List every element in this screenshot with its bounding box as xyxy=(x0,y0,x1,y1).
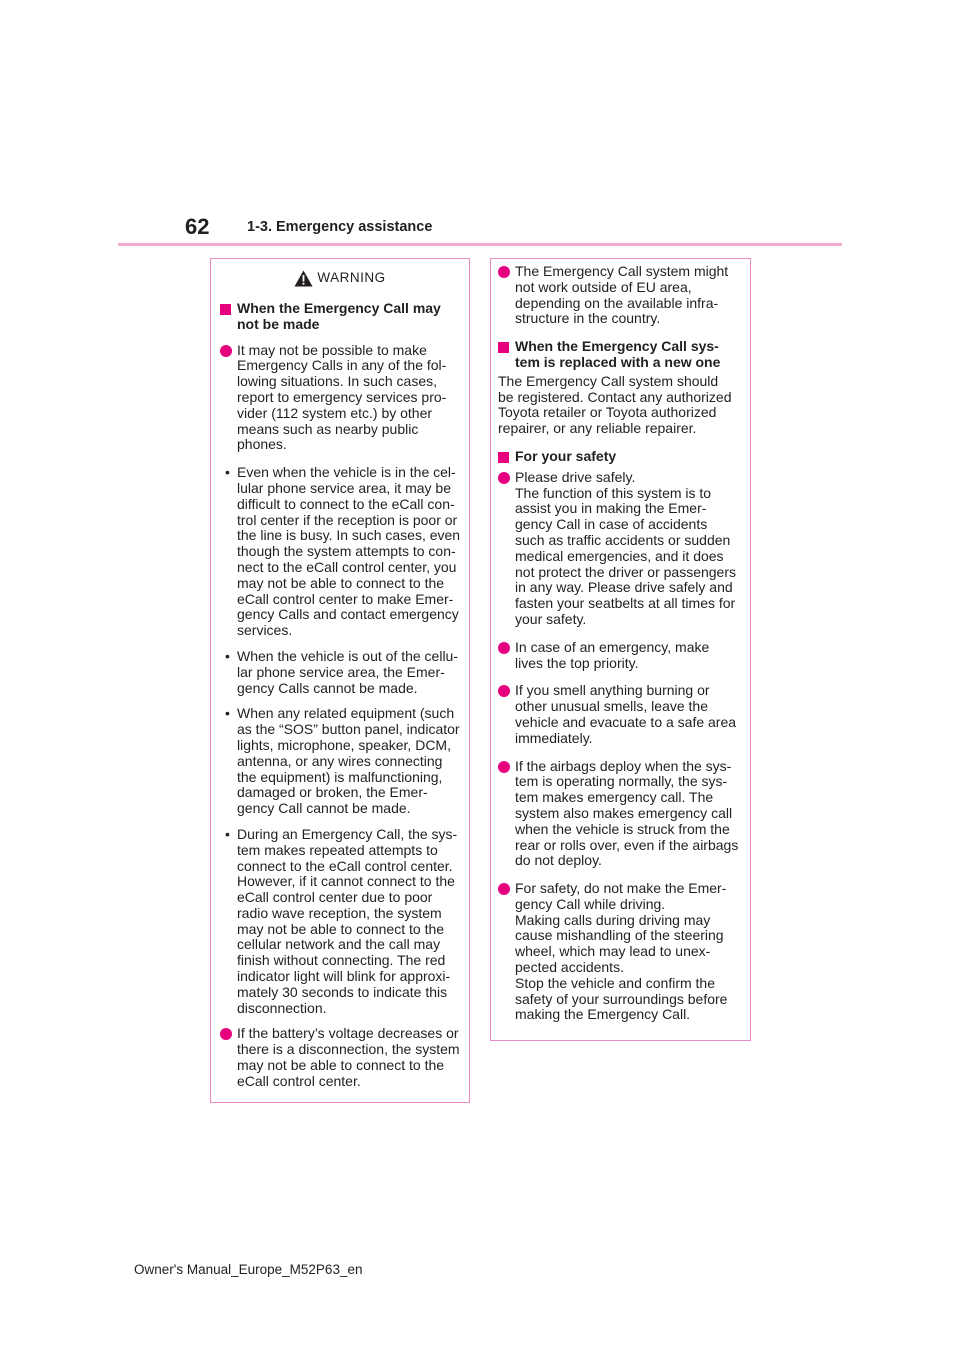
text-line: when the vehicle is struck from the xyxy=(515,820,730,837)
text-line: During an Emergency Call, the sys- xyxy=(237,825,458,842)
text-line: tem makes repeated attempts to xyxy=(237,841,438,858)
text-line: The function of this system is to xyxy=(515,484,712,501)
text-line: as the “SOS” button panel, indicator xyxy=(237,721,460,738)
round-bullet-icon xyxy=(498,883,510,895)
text-line: eCall control center to make Emer- xyxy=(237,590,454,607)
text-line: such as traffic accidents or sudden xyxy=(515,531,731,548)
bullet-item-reception xyxy=(220,465,460,639)
text-line: connect to the eCall control center. xyxy=(237,857,453,874)
text-line: vider (112 system etc.) by other xyxy=(237,404,433,421)
dot-item-battery xyxy=(220,1026,460,1089)
text-line: tem makes emergency call. The xyxy=(515,789,714,806)
text-line: vehicle and evacuate to a safe area xyxy=(515,713,737,730)
dot-item-eu-area xyxy=(498,264,741,327)
paragraph-registration xyxy=(498,374,741,437)
dot-item-drive-safely xyxy=(498,470,741,628)
heading-line: When the Emergency Call may xyxy=(237,300,441,316)
text-line: in any way. Please drive safely and xyxy=(515,579,733,596)
text-line: eCall control center. xyxy=(237,1072,361,1089)
text-line: immediately. xyxy=(515,729,593,746)
text-line: Toyota retailer or Toyota authorized xyxy=(498,404,717,421)
text-line: However, if it cannot connect to the xyxy=(237,873,455,890)
text-line: Making calls during driving may xyxy=(515,911,711,928)
text-line: pected accidents. xyxy=(515,959,624,976)
text-line: repairer, or any reliable repairer. xyxy=(498,420,697,437)
warning-box-continued xyxy=(490,258,751,1041)
heading-safety xyxy=(498,449,741,465)
text-line: finish without connecting. The red xyxy=(237,952,446,969)
round-bullet-icon xyxy=(498,642,510,654)
text-line: gency Call in case of accidents xyxy=(515,516,708,533)
text-line: When any related equipment (such xyxy=(237,705,455,722)
bullet-mark: • xyxy=(225,705,230,722)
text-line: It may not be possible to make xyxy=(237,341,427,358)
bullet-item-repeated-attempts xyxy=(220,827,460,1017)
round-bullet-icon xyxy=(498,266,510,278)
text-line: Please drive safely. xyxy=(515,468,636,485)
text-line: trol center if the reception is poor or xyxy=(237,511,458,528)
text-line: wheel, which may lead to unex- xyxy=(515,943,711,960)
text-line: antenna, or any wires connecting xyxy=(237,752,443,769)
bullet-mark: • xyxy=(225,647,230,664)
round-bullet-icon xyxy=(220,1028,232,1040)
text-line: report to emergency services pro- xyxy=(237,388,447,405)
text-line: If the airbags deploy when the sys- xyxy=(515,757,732,774)
dot-item-airbags xyxy=(498,759,741,870)
text-line: Stop the vehicle and confirm the xyxy=(515,974,716,991)
bullet-item-equipment xyxy=(220,706,460,817)
heading-line: tem is replaced with a new one xyxy=(515,353,721,370)
text-line: may not be able to connect to the xyxy=(237,920,445,937)
warning-box xyxy=(210,258,470,1103)
text-line: If the battery’s voltage decreases or xyxy=(237,1025,459,1042)
page-number: 62 xyxy=(185,214,210,239)
bullet-mark: • xyxy=(225,464,230,481)
text-line: lights, microphone, speaker, DCM, xyxy=(237,736,451,753)
text-line: the equipment) is malfunctioning, xyxy=(237,768,443,785)
heading-system-replaced xyxy=(498,339,741,371)
text-line: system also makes emergency call xyxy=(515,804,733,821)
heading-line: For your safety xyxy=(515,447,617,464)
round-bullet-icon xyxy=(498,761,510,773)
text-line: gency Call while driving. xyxy=(515,895,666,912)
warning-title xyxy=(220,268,460,288)
text-line: mately 30 seconds to indicate this xyxy=(237,983,448,1000)
text-line: indicator light will blink for approxi- xyxy=(237,968,451,985)
text-line: lives the top priority. xyxy=(515,654,639,671)
footer-manual-id: Owner's Manual_Europe_M52P63_en xyxy=(134,1262,363,1277)
text-line: other unusual smells, leave the xyxy=(515,698,708,715)
text-line: fasten your seatbelts at all times for xyxy=(515,595,736,612)
text-line: difficult to connect to the eCall con- xyxy=(237,495,455,512)
text-line: rear or rolls over, even if the airbags xyxy=(515,836,739,853)
text-line: tem is operating normally, the sys- xyxy=(515,773,728,790)
text-line: medical emergencies, and it does xyxy=(515,547,724,564)
text-line: not protect the driver or passengers xyxy=(515,563,737,580)
round-bullet-icon xyxy=(498,685,510,697)
square-bullet-icon xyxy=(498,342,509,353)
text-line: Emergency Calls in any of the fol- xyxy=(237,357,447,374)
square-bullet-icon xyxy=(220,304,231,315)
text-line: When the vehicle is out of the cellu- xyxy=(237,647,459,664)
text-line: though the system attempts to con- xyxy=(237,543,456,560)
text-line: eCall control center due to poor xyxy=(237,889,433,906)
heading-call-not-made xyxy=(220,301,460,333)
text-line: In case of an emergency, make xyxy=(515,638,710,655)
text-line: assist you in making the Emer- xyxy=(515,500,707,517)
text-line: phones. xyxy=(237,436,287,453)
text-line: there is a disconnection, the system xyxy=(237,1041,460,1058)
warning-label: WARNING xyxy=(317,270,386,285)
text-line: lular phone service area, it may be xyxy=(237,479,451,496)
text-line: If you smell anything burning or xyxy=(515,682,710,699)
text-line: cellular network and the call may xyxy=(237,936,441,953)
text-line: do not deploy. xyxy=(515,852,602,869)
text-line: radio wave reception, the system xyxy=(237,904,442,921)
text-line: structure in the country. xyxy=(515,310,661,327)
text-line: safety of your surroundings before xyxy=(515,990,728,1007)
round-bullet-icon xyxy=(498,472,510,484)
text-line: cause mishandling of the steering xyxy=(515,927,724,944)
dot-item-intro xyxy=(220,343,460,454)
dot-item-emergency-priority xyxy=(498,640,741,672)
text-line: means such as nearby public xyxy=(237,420,419,437)
text-line: services. xyxy=(237,622,293,639)
round-bullet-icon xyxy=(220,345,232,357)
section-title: 1-3. Emergency assistance xyxy=(247,219,433,235)
text-line: The Emergency Call system might xyxy=(515,263,729,279)
text-line: damaged or broken, the Emer- xyxy=(237,784,428,801)
text-line: depending on the available infra- xyxy=(515,294,719,311)
square-bullet-icon xyxy=(498,452,509,463)
heading-line: not be made xyxy=(237,315,320,332)
text-line: gency Calls and contact emergency xyxy=(237,606,459,623)
text-line: gency Call cannot be made. xyxy=(237,800,411,817)
dot-item-no-call-while-driving xyxy=(498,881,741,1023)
heading-line: When the Emergency Call sys- xyxy=(515,338,719,355)
header-rule xyxy=(118,243,842,246)
text-line: For safety, do not make the Emer- xyxy=(515,880,727,897)
text-line: lowing situations. In such cases, xyxy=(237,373,437,390)
text-line: be registered. Contact any authorized xyxy=(498,388,732,405)
text-line: your safety. xyxy=(515,610,587,627)
bullet-item-out-of-area xyxy=(220,649,460,696)
text-line: nect to the eCall control center, you xyxy=(237,558,457,575)
text-line: gency Calls cannot be made. xyxy=(237,679,418,696)
text-line: The Emergency Call system should xyxy=(498,372,719,389)
text-line: not work outside of EU area, xyxy=(515,278,692,295)
text-line: Even when the vehicle is in the cel- xyxy=(237,464,456,481)
text-line: disconnection. xyxy=(237,999,327,1016)
dot-item-burning-smell xyxy=(498,683,741,746)
text-line: may not be able to connect to the xyxy=(237,574,445,591)
warning-triangle-icon xyxy=(294,270,313,287)
text-line: lar phone service area, the Emer- xyxy=(237,663,445,680)
text-line: making the Emergency Call. xyxy=(515,1006,691,1023)
text-line: the line is busy. In such cases, even xyxy=(237,527,461,544)
bullet-mark: • xyxy=(225,825,230,842)
text-line: may not be able to connect to the xyxy=(237,1057,445,1074)
